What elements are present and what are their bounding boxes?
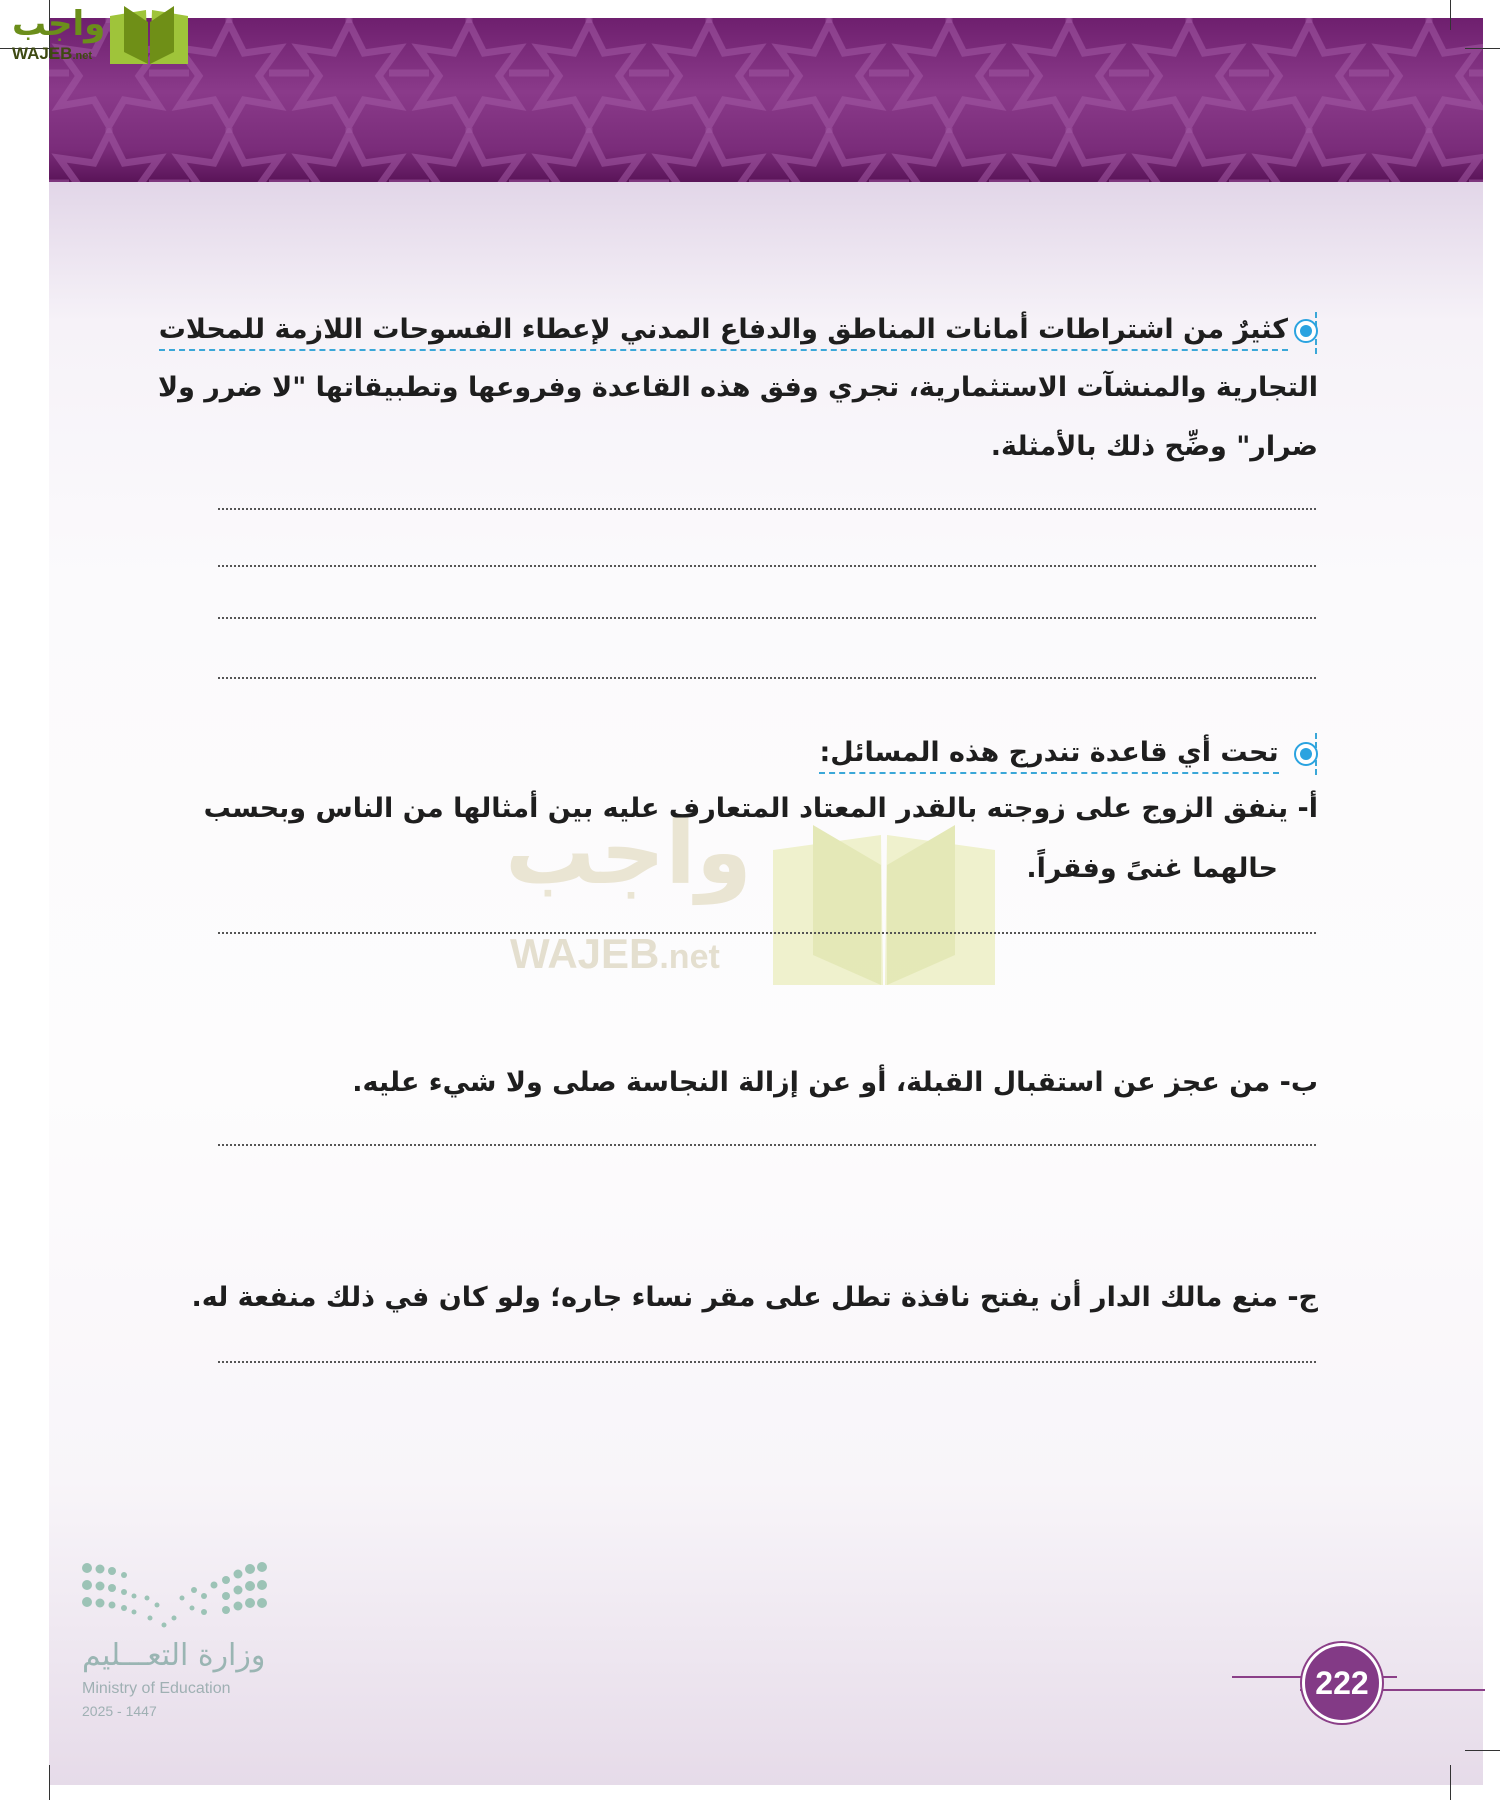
question2-heading: تحت أي قاعدة تندرج هذه المسائل: — [819, 737, 1318, 768]
ministry-dots-icon — [82, 1560, 267, 1630]
book-icon — [108, 4, 190, 66]
answer-line[interactable] — [218, 932, 1316, 934]
answer-line[interactable] — [218, 677, 1316, 679]
wajeb-watermark: واجب WAJEB.net — [505, 820, 1005, 990]
crop-mark — [1465, 1750, 1500, 1751]
page-number-badge: 222 — [1302, 1643, 1382, 1723]
item-a-line2: حالهما غنىً وفقراً. — [1026, 853, 1278, 884]
answer-line[interactable] — [218, 617, 1316, 619]
header-banner — [49, 18, 1483, 182]
answer-line[interactable] — [218, 508, 1316, 510]
item-a-line1: أ- ينفق الزوج على زوجته بالقدر المعتاد المتعارف عليه بين أمثالها من الناس وبحسب — [203, 793, 1318, 824]
ministry-logo: وزارة التعـــليم Ministry of Education 2025 - 1447 — [82, 1560, 272, 1634]
crop-mark — [1450, 1765, 1451, 1800]
crop-mark — [49, 1765, 50, 1800]
item-b: ب- من عجز عن استقبال القبلة، أو عن إزالة النجاسة صلى ولا شيء عليه. — [352, 1067, 1318, 1098]
answer-line[interactable] — [218, 565, 1316, 567]
geometric-pattern — [49, 18, 1483, 182]
crop-mark — [1465, 48, 1500, 49]
question1-line3: ضرار" وضِّح ذلك بالأمثلة. — [990, 431, 1318, 462]
bullet-icon — [1294, 319, 1318, 343]
wajeb-logo: واجب WAJEB.net — [8, 4, 188, 66]
item-c: ج- منع مالك الدار أن يفتح نافذة تطل على مقر نساء جاره؛ ولو كان في ذلك منفعة له. — [191, 1282, 1318, 1313]
book-icon — [773, 820, 998, 990]
answer-line[interactable] — [218, 1144, 1316, 1146]
answer-line[interactable] — [218, 1361, 1316, 1363]
bullet-icon — [1294, 742, 1318, 766]
crop-mark — [1450, 0, 1451, 30]
question1-line1: كثيرٌ من اشتراطات أمانات المناطق والدفاع المدني لإعطاء الفسوحات اللازمة للمحلات — [159, 314, 1318, 345]
question1-line2: التجارية والمنشآت الاستثمارية، تجري وفق هذه القاعدة وفروعها وتطبيقاتها "لا ضرر ولا — [157, 372, 1318, 403]
